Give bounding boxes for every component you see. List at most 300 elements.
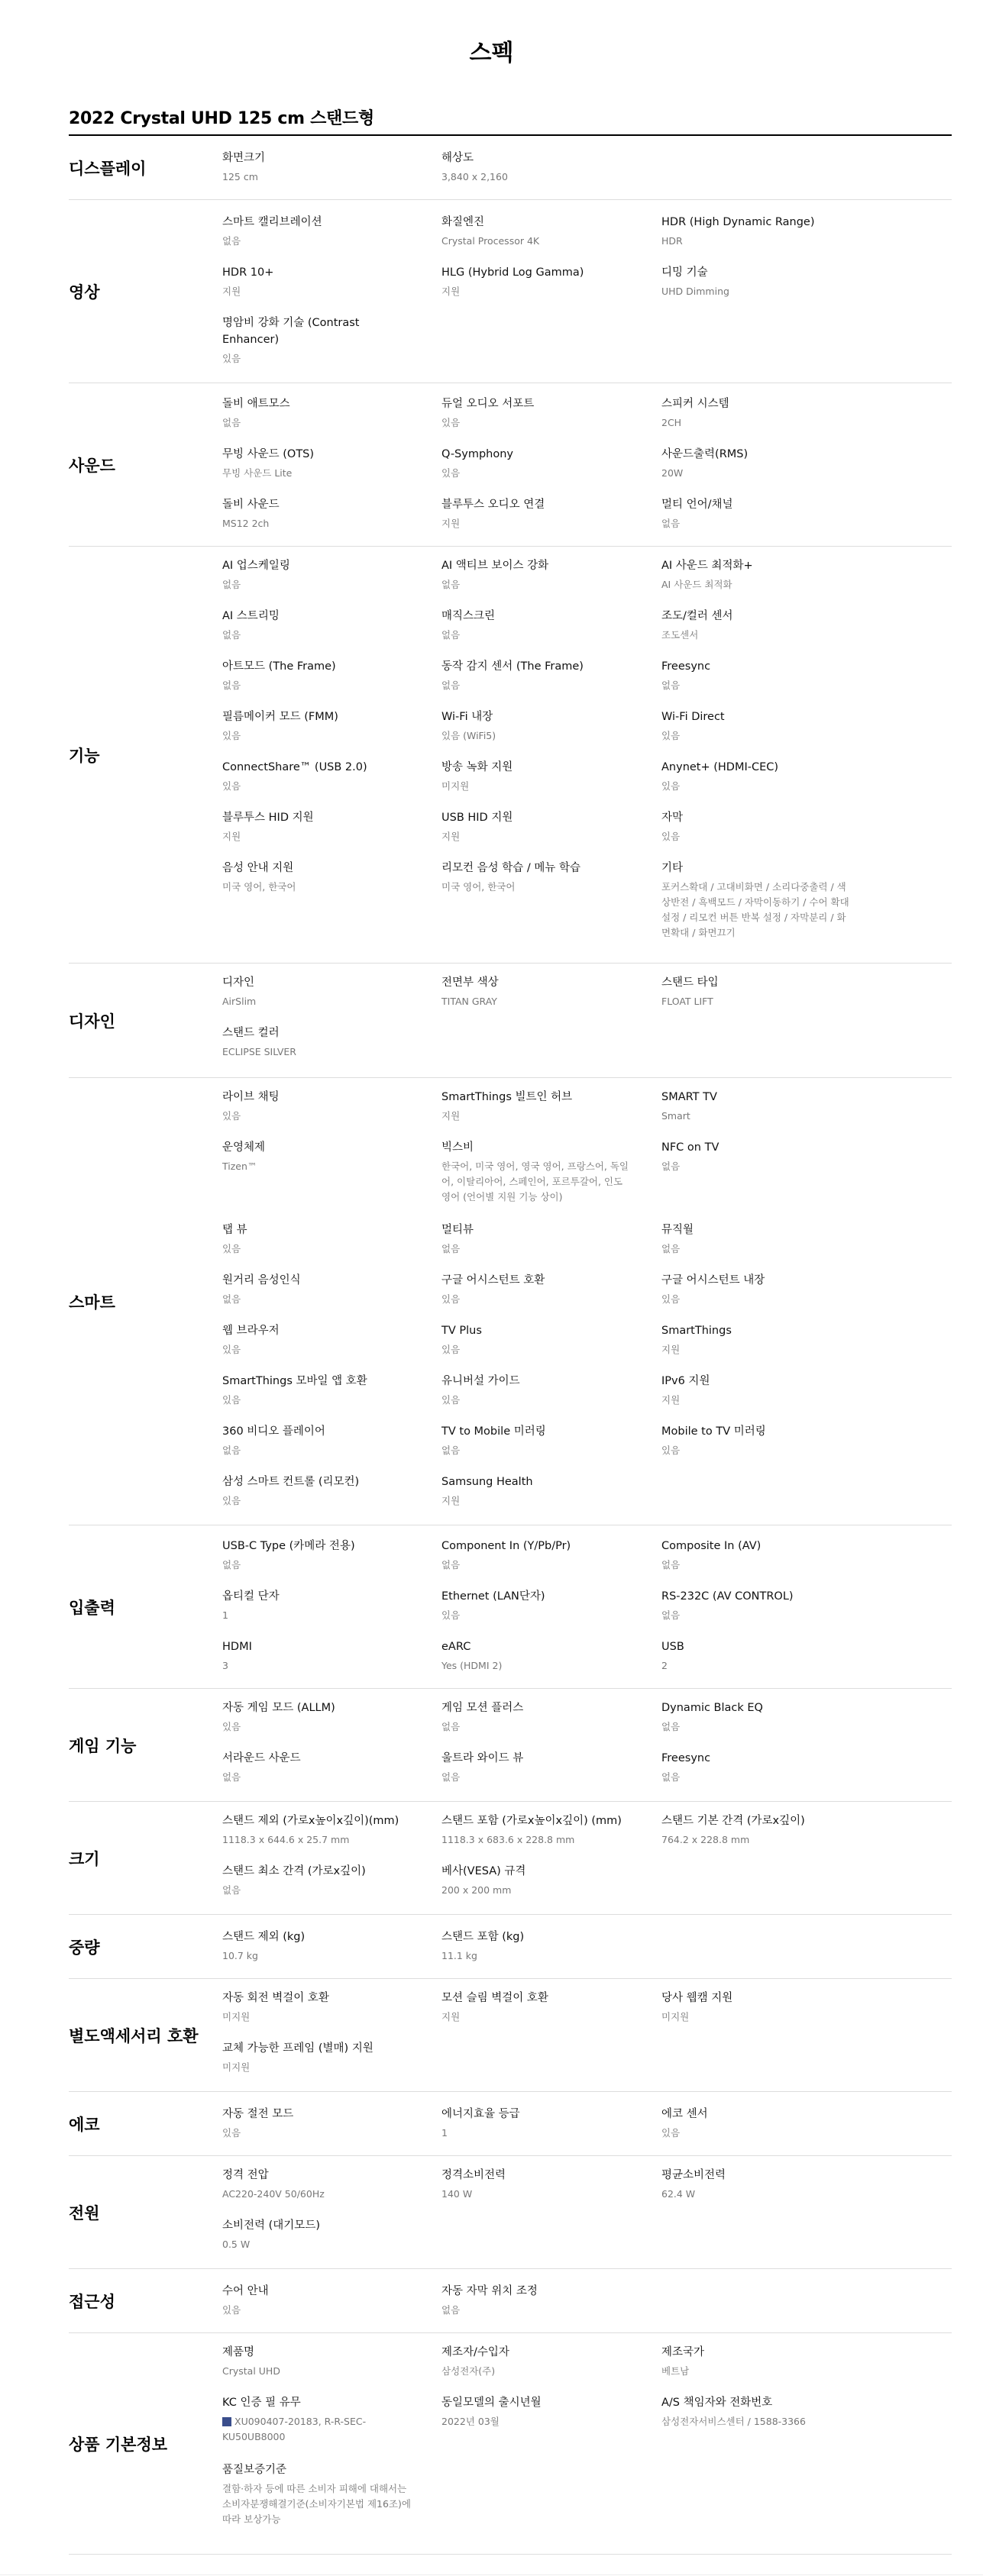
spec-item [661, 557, 852, 592]
spec-value: 지원 [441, 286, 461, 297]
spec-value: 없음 [222, 579, 241, 590]
section-title: 전원 [69, 2204, 100, 2223]
spec-item [222, 1638, 413, 1674]
spec-item [222, 1929, 413, 1964]
spec-label: 스마트 캘리브레이션 [222, 216, 322, 228]
spec-label: 음성 안내 지원 [222, 862, 294, 874]
spec-label: eARC [441, 1641, 471, 1653]
spec-value: 미지원 [222, 2061, 251, 2073]
spec-value: 있음 [222, 1243, 241, 1254]
spec-value: 있음 [222, 2127, 241, 2139]
spec-value: 없음 [441, 2304, 461, 2316]
section-title: 상품 기본정보 [69, 2436, 168, 2454]
spec-value-text: XU090407-20183, R-R-SEC-KU50UB8000 [222, 2416, 367, 2442]
spec-item [441, 496, 632, 531]
spec-label: 제품명 [222, 2346, 255, 2358]
spec-item [441, 2394, 632, 2429]
section-title: 영상 [69, 283, 100, 302]
spec-label: 듀얼 오디오 서포트 [441, 398, 535, 410]
spec-value: 지원 [222, 831, 241, 842]
spec-label: 무빙 사운드 (OTS) [222, 448, 315, 460]
spec-value: 삼성전자서비스센터 / 1588-3366 [661, 2416, 806, 2427]
spec-item [222, 1863, 413, 1898]
section-title: 게임 기능 [69, 1737, 137, 1755]
spec-label: 멀티 언어/채널 [661, 499, 733, 511]
spec-value: 1 [441, 2127, 448, 2139]
spec-label: 제조국가 [661, 2346, 705, 2358]
spec-item [441, 1750, 632, 1785]
spec-section [69, 1915, 952, 1979]
spec-item [661, 658, 852, 693]
spec-item [661, 395, 852, 431]
spec-section [69, 1689, 952, 1802]
spec-item [661, 974, 852, 1009]
spec-item [441, 264, 632, 299]
spec-label: 스탠드 타입 [661, 976, 719, 989]
spec-value: Crystal UHD [222, 2365, 280, 2377]
spec-section [69, 136, 952, 200]
spec-label: 뮤직월 [661, 1224, 694, 1236]
spec-value: MS12 2ch [222, 518, 270, 529]
spec-value: 없음 [441, 579, 461, 590]
spec-item [661, 1588, 852, 1623]
spec-value: UHD Dimming [661, 286, 729, 297]
spec-value: 베트남 [661, 2365, 690, 2377]
spec-value: 있음 [222, 353, 241, 364]
spec-item [222, 214, 413, 249]
spec-value: 지원 [441, 1110, 461, 1122]
spec-value: 3,840 x 2,160 [441, 171, 508, 182]
spec-label: AI 사운드 최적화+ [661, 560, 753, 572]
spec-item [222, 2217, 413, 2252]
spec-label: SMART TV [661, 1091, 717, 1103]
spec-value: TITAN GRAY [441, 996, 497, 1007]
spec-item [441, 1638, 632, 1674]
spec-label: 구글 어시스턴트 내장 [661, 1274, 765, 1286]
spec-label: 전면부 색상 [441, 976, 499, 989]
spec-value: Tizen™ [222, 1160, 257, 1172]
spec-value: 미국 영어, 한국어 [222, 881, 296, 893]
spec-value: AirSlim [222, 996, 257, 1007]
spec-value: Yes (HDMI 2) [441, 1660, 503, 1671]
spec-value: 없음 [222, 1559, 241, 1570]
spec-label: 웹 브라우저 [222, 1325, 280, 1337]
spec-label: 스탠드 최소 간격 (가로x깊이) [222, 1865, 366, 1877]
spec-label: HDR (High Dynamic Range) [661, 216, 815, 228]
spec-value: ECLIPSE SILVER [222, 1046, 296, 1057]
spec-label: 사운드출력(RMS) [661, 448, 749, 460]
section-title: 사운드 [69, 457, 115, 475]
spec-value: 있음 [441, 1344, 461, 1355]
section-title: 입출력 [69, 1599, 115, 1617]
spec-value: 지원 [222, 286, 241, 297]
spec-value: 있음 (WiFi5) [441, 730, 496, 741]
spec-label: Freesync [661, 1752, 711, 1764]
spec-value: 있음 [222, 780, 241, 792]
spec-value: 있음 [441, 1293, 461, 1305]
spec-label: AI 액티브 보이스 강화 [441, 560, 549, 572]
spec-label: Mobile to TV 미러링 [661, 1425, 766, 1438]
spec-value: 있음 [661, 730, 681, 741]
spec-label: 게임 모션 플러스 [441, 1702, 524, 1714]
spec-item [441, 809, 632, 844]
spec-label: 스탠드 컬러 [222, 1027, 280, 1039]
spec-value: 없음 [222, 235, 241, 247]
spec-value: 있음 [661, 1293, 681, 1305]
spec-item [222, 759, 413, 794]
spec-value: 140 W [441, 2188, 473, 2200]
spec-value: 62.4 W [661, 2188, 696, 2200]
spec-label: KC 인증 필 유무 [222, 2397, 301, 2409]
spec-value: AI 사운드 최적화 [661, 579, 732, 590]
spec-item [222, 557, 413, 592]
spec-label: NFC on TV [661, 1141, 719, 1154]
spec-value: 없음 [222, 1884, 241, 1896]
spec-section [69, 547, 952, 964]
spec-label: HDR 10+ [222, 266, 274, 279]
spec-label: 화면크기 [222, 152, 266, 164]
spec-item [222, 1750, 413, 1785]
spec-value: 있음 [222, 1110, 241, 1122]
spec-label: 교체 가능한 프레임 (별매) 지원 [222, 2042, 373, 2055]
spec-label: Component In (Y/Pb/Pr) [441, 1540, 571, 1552]
spec-label: 블루투스 HID 지원 [222, 812, 314, 824]
spec-section [69, 2333, 952, 2555]
spec-value: 없음 [222, 1771, 241, 1783]
section-title: 별도액세서리 호환 [69, 2027, 199, 2045]
spec-label: 방송 녹화 지원 [441, 761, 513, 773]
spec-value: 없음 [661, 1609, 681, 1621]
spec-value: 1118.3 x 644.6 x 25.7 mm [222, 1834, 350, 1845]
spec-value: 없음 [661, 1721, 681, 1732]
spec-label: USB-C Type (카메라 전용) [222, 1540, 355, 1552]
section-title: 크기 [69, 1850, 100, 1868]
section-title: 기능 [69, 747, 100, 765]
spec-value: HDR [661, 235, 683, 247]
spec-item [441, 1813, 632, 1848]
spec-label: 스탠드 포함 (가로x높이x깊이) (mm) [441, 1815, 622, 1827]
spec-value: 200 x 200 mm [441, 1884, 512, 1896]
spec-value: 11.1 kg [441, 1950, 477, 1961]
spec-item [441, 2283, 632, 2318]
spec-label: Wi-Fi Direct [661, 711, 725, 723]
spec-value: 없음 [222, 1445, 241, 1456]
spec-item [661, 1638, 852, 1674]
spec-label: 스탠드 제외 (가로x높이x깊이)(mm) [222, 1815, 399, 1827]
spec-value: 2CH [661, 417, 682, 428]
spec-value: 없음 [441, 1445, 461, 1456]
spec-section [69, 1979, 952, 2092]
spec-value: 있음 [441, 1609, 461, 1621]
spec-item [222, 1222, 413, 1257]
spec-item [661, 264, 852, 299]
spec-item [222, 1272, 413, 1307]
spec-section [69, 1525, 952, 1689]
spec-label: 필름메이커 모드 (FMM) [222, 711, 338, 723]
spec-section [69, 2092, 952, 2156]
spec-label: 해상도 [441, 152, 474, 164]
section-title: 디스플레이 [69, 160, 147, 178]
spec-item [222, 1990, 413, 2025]
spec-item [661, 1538, 852, 1573]
spec-item [222, 1025, 413, 1060]
spec-value: 없음 [661, 1160, 681, 1172]
spec-label: 스탠드 포함 (kg) [441, 1931, 525, 1943]
spec-label: 당사 웹캠 지원 [661, 1992, 733, 2004]
spec-item [661, 214, 852, 249]
spec-label: 동작 감지 센서 (The Frame) [441, 660, 584, 673]
spec-label: USB [661, 1641, 684, 1653]
spec-value: 없음 [222, 680, 241, 691]
spec-value: AC220-240V 50/60Hz [222, 2188, 325, 2200]
spec-item [222, 2344, 413, 2379]
spec-item [661, 1700, 852, 1735]
spec-label: 돌비 사운드 [222, 499, 280, 511]
spec-item [441, 395, 632, 431]
spec-section [69, 1802, 952, 1915]
spec-label: 자막 [661, 812, 684, 824]
spec-item [441, 2167, 632, 2202]
spec-label: Composite In (AV) [661, 1540, 762, 1552]
spec-label: 삼성 스마트 컨트롤 (리모컨) [222, 1476, 360, 1488]
spec-value: 없음 [222, 417, 241, 428]
spec-label: 화질엔진 [441, 216, 485, 228]
spec-label: 운영체제 [222, 1141, 266, 1154]
spec-value: 없음 [441, 1771, 461, 1783]
spec-value: 있음 [441, 467, 461, 479]
spec-item [222, 1474, 413, 1509]
spec-value: 없음 [222, 629, 241, 641]
spec-label: 정격 전압 [222, 2169, 269, 2181]
spec-item [222, 809, 413, 844]
spec-value: 없음 [661, 680, 681, 691]
spec-item [441, 759, 632, 794]
spec-value: 조도센서 [661, 629, 699, 641]
spec-item [441, 1929, 632, 1964]
spec-value: 20W [661, 467, 684, 479]
spec-value: 없음 [441, 1559, 461, 1570]
spec-value: 지원 [441, 518, 461, 529]
spec-item [441, 709, 632, 744]
spec-item [222, 2394, 413, 2445]
spec-item [441, 1222, 632, 1257]
spec-item [441, 557, 632, 592]
spec-item [661, 2167, 852, 2202]
spec-value: 결함·하자 등에 따른 소비자 피해에 대해서는 소비자분쟁해결기준(소비자기본법 제16조)에 따라 보상가능 [222, 2483, 411, 2525]
spec-item [441, 214, 632, 249]
spec-value: 3 [222, 1660, 228, 1671]
spec-item [661, 709, 852, 744]
spec-item [441, 1272, 632, 1307]
spec-label: Samsung Health [441, 1476, 533, 1488]
spec-value: 있음 [222, 1495, 241, 1506]
spec-label: 구글 어시스턴트 호환 [441, 1274, 545, 1286]
spec-item [222, 1322, 413, 1357]
spec-value: 없음 [661, 1243, 681, 1254]
spec-item [441, 1588, 632, 1623]
spec-item [441, 1089, 632, 1124]
spec-label: 수어 안내 [222, 2285, 269, 2297]
spec-value: 무빙 사운드 Lite [222, 467, 293, 479]
spec-label: 스탠드 기본 간격 (가로x깊이) [661, 1815, 805, 1827]
spec-item [222, 1139, 413, 1174]
spec-item [661, 1222, 852, 1257]
spec-label: 스피커 시스템 [661, 398, 729, 410]
spec-value: 있음 [661, 2127, 681, 2139]
spec-item [661, 1373, 852, 1408]
spec-label: Freesync [661, 660, 711, 673]
spec-value: 미국 영어, 한국어 [441, 881, 516, 893]
spec-item [661, 1750, 852, 1785]
spec-item [661, 759, 852, 794]
spec-item [222, 1423, 413, 1458]
spec-value: 있음 [222, 730, 241, 741]
spec-value: Crystal Processor 4K [441, 235, 540, 247]
spec-label: 매직스크린 [441, 610, 496, 622]
spec-item [441, 1538, 632, 1573]
spec-label: 원거리 음성인식 [222, 1274, 301, 1286]
spec-label: TV Plus [441, 1325, 482, 1337]
product-name: 2022 Crystal UHD 125 cm 스탠드형 [69, 109, 374, 128]
spec-item [661, 1272, 852, 1307]
spec-item [222, 1538, 413, 1573]
spec-label: 360 비디오 플레이어 [222, 1425, 325, 1438]
spec-label: 자동 자막 위치 조정 [441, 2285, 538, 2297]
spec-value: 지원 [441, 1495, 461, 1506]
spec-item [661, 2344, 852, 2379]
spec-item [441, 608, 632, 643]
spec-label: 디밍 기술 [661, 266, 708, 279]
spec-label: Anynet+ (HDMI-CEC) [661, 761, 779, 773]
spec-item [441, 2344, 632, 2379]
spec-value: 없음 [661, 518, 681, 529]
spec-item [441, 860, 632, 895]
spec-item [661, 496, 852, 531]
spec-item [441, 658, 632, 693]
spec-item [441, 1423, 632, 1458]
spec-label: Dynamic Black EQ [661, 1702, 763, 1714]
spec-section [69, 2269, 952, 2333]
spec-item [441, 2106, 632, 2141]
spec-value: FLOAT LIFT [661, 996, 713, 1007]
spec-value: 지원 [661, 1394, 681, 1406]
spec-item [661, 1423, 852, 1458]
spec-item [441, 1373, 632, 1408]
spec-value: 0.5 W [222, 2239, 251, 2250]
spec-item [222, 974, 413, 1009]
spec-item [661, 2106, 852, 2141]
spec-item [661, 1322, 852, 1357]
spec-label: A/S 책임자와 전화번호 [661, 2397, 773, 2409]
spec-item [222, 150, 413, 185]
spec-label: HLG (Hybrid Log Gamma) [441, 266, 584, 279]
spec-label: 옵티컬 단자 [222, 1590, 280, 1603]
spec-label: 라이브 채팅 [222, 1091, 280, 1103]
spec-value: 지원 [441, 831, 461, 842]
spec-value: 있음 [441, 417, 461, 428]
spec-item [222, 658, 413, 693]
spec-label: 제조자/수입자 [441, 2346, 509, 2358]
spec-item [222, 1813, 413, 1848]
spec-value: 2022년 03월 [441, 2416, 500, 2427]
spec-label: Wi-Fi 내장 [441, 711, 493, 723]
spec-section [69, 1078, 952, 1525]
spec-value: 미지원 [222, 2011, 251, 2022]
spec-item [222, 2040, 413, 2075]
spec-item [441, 974, 632, 1009]
spec-value: 있음 [222, 1721, 241, 1732]
spec-label: 블루투스 오디오 연결 [441, 499, 545, 511]
spec-label: 유니버설 가이드 [441, 1375, 520, 1387]
spec-item [222, 1588, 413, 1623]
spec-item [222, 608, 413, 643]
spec-label: USB HID 지원 [441, 812, 513, 824]
spec-item [222, 1089, 413, 1124]
section-title: 접근성 [69, 2293, 115, 2311]
spec-label: 멀티뷰 [441, 1224, 474, 1236]
spec-item [222, 709, 413, 744]
divider [0, 2574, 983, 2575]
spec-value: 한국어, 미국 영어, 영국 영어, 프랑스어, 독일어, 이탈리아어, 스페인어, 포르투갈어, 인도 영어 (언어별 지원 기능 상이) [441, 1160, 629, 1202]
spec-label: 동일모델의 출시년월 [441, 2397, 542, 2409]
spec-value: 764.2 x 228.8 mm [661, 1834, 750, 1845]
spec-value: 있음 [661, 780, 681, 792]
spec-value: 125 cm [222, 171, 258, 182]
spec-value: 있음 [441, 1394, 461, 1406]
spec-item [661, 1813, 852, 1848]
spec-label: 에너지효율 등급 [441, 2108, 520, 2120]
spec-item [222, 2106, 413, 2141]
spec-label: 기타 [661, 862, 684, 874]
spec-label: 자동 절전 모드 [222, 2108, 294, 2120]
spec-label: 서라운드 사운드 [222, 1752, 301, 1764]
spec-section [69, 383, 952, 547]
spec-value: 없음 [441, 629, 461, 641]
spec-value: 포커스확대 / 고대비화면 / 소리다중출력 / 색상반전 / 흑백모드 / 자막이동하기 / 수어 확대 설정 / 리모컨 버튼 반복 설정 / 자막분리 / 화면확대 / 화면끄기 [661, 881, 849, 938]
spec-item [222, 264, 413, 299]
spec-label: 평균소비전력 [661, 2169, 726, 2181]
spec-item [661, 1139, 852, 1174]
spec-value: 1118.3 x 683.6 x 228.8 mm [441, 1834, 575, 1845]
spec-section [69, 964, 952, 1078]
spec-value: 지원 [661, 1344, 681, 1355]
spec-value: Smart [661, 1110, 690, 1122]
spec-item [441, 1700, 632, 1735]
spec-label: Q-Symphony [441, 448, 513, 460]
spec-item [661, 860, 852, 941]
spec-value: 없음 [222, 1293, 241, 1305]
spec-label: 모션 슬림 벽걸이 호환 [441, 1992, 548, 2004]
spec-item [441, 1474, 632, 1509]
spec-value: 있음 [222, 1344, 241, 1355]
spec-item [661, 809, 852, 844]
spec-label: 에코 센서 [661, 2108, 708, 2120]
spec-item [222, 1373, 413, 1408]
spec-label: RS-232C (AV CONTROL) [661, 1590, 794, 1603]
spec-label: 울트라 와이드 뷰 [441, 1752, 524, 1764]
section-title: 디자인 [69, 1012, 115, 1031]
spec-label: HDMI [222, 1641, 252, 1653]
spec-label: 아트모드 (The Frame) [222, 660, 336, 673]
spec-value: 미지원 [441, 780, 470, 792]
spec-label: 리모컨 음성 학습 / 메뉴 학습 [441, 862, 581, 874]
spec-label: 품질보증기준 [222, 2464, 287, 2476]
page-title: 스펙 [469, 40, 514, 66]
spec-label: SmartThings 빌트인 허브 [441, 1091, 573, 1103]
spec-label: AI 업스케일링 [222, 560, 290, 572]
spec-value: 있음 [661, 1445, 681, 1456]
spec-label: SmartThings [661, 1325, 732, 1337]
